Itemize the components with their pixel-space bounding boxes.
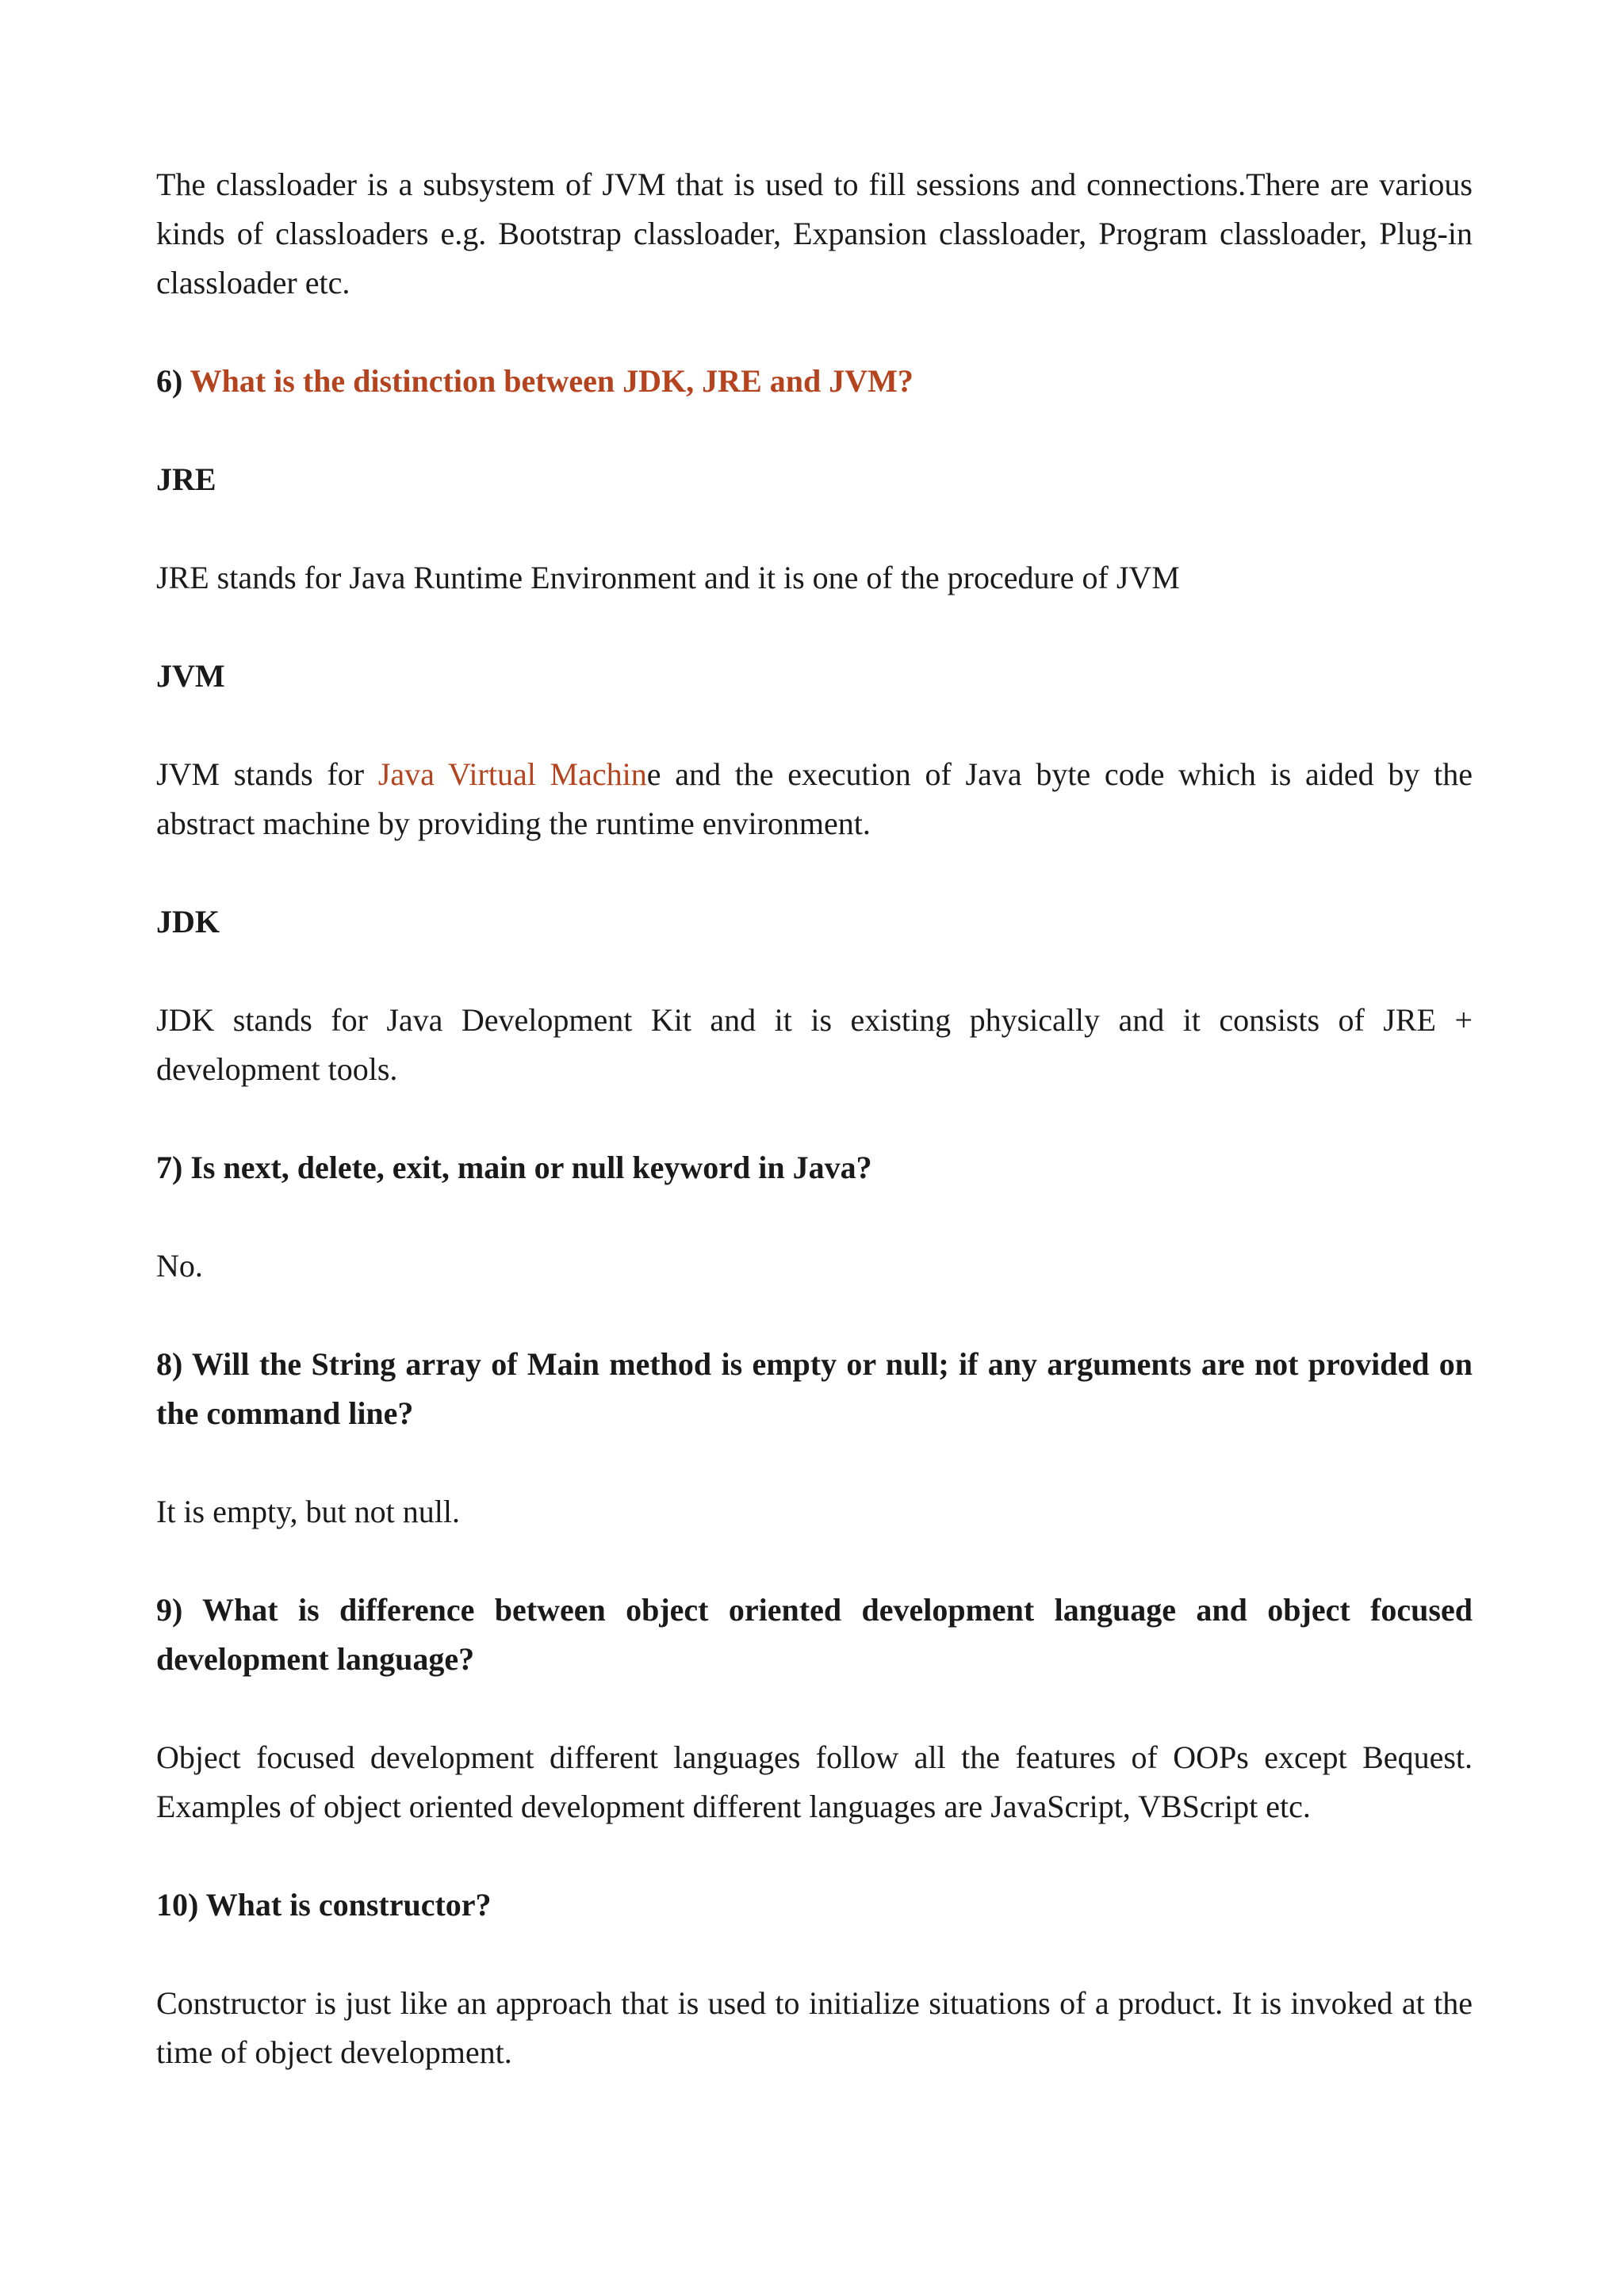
paragraph-jdk: JDK stands for Java Development Kit and it is existing physically and it consists of JRE + development tools. [156, 1002, 1473, 1087]
java-virtual-machine-link[interactable]: Java Virtual Machin [377, 756, 647, 792]
paragraph-classloader: The classloader is a subsystem of JVM that is used to fill sessions and connections.There are various kinds of classloaders e.g. Bootstrap classloader, Expansion classloader, Program classloader, Plug-in classloader etc. [156, 166, 1473, 300]
heading-jdk: JDK [156, 904, 220, 939]
question-6-number: 6) [156, 363, 183, 399]
jvm-text-before: JVM stands for [156, 756, 378, 792]
question-7: 7) Is next, delete, exit, main or null keyword in Java? [156, 1150, 872, 1185]
heading-jvm: JVM [156, 658, 225, 694]
question-6-text: What is the distinction between JDK, JRE and JVM? [190, 363, 914, 399]
document-body [156, 160, 1473, 2126]
jvm-text-after: e and the execution of Java byte code which is aided by the abstract machine by providing the runtime environment. [156, 756, 1473, 841]
question-6 [156, 357, 1473, 406]
question-10: 10) What is constructor? [156, 1887, 492, 1923]
heading-jre: JRE [156, 461, 216, 497]
paragraph-jvm [156, 750, 1473, 848]
answer-7: No. [156, 1248, 203, 1284]
answer-9: Object focused development different languages follow all the features of OOPs except Bequest. Examples of object oriented development different languages are JavaScript, VBScript etc. [156, 1739, 1473, 1824]
answer-10: Constructor is just like an approach that is used to initialize situations of a product. It is invoked at the time of object development. [156, 1985, 1473, 2070]
paragraph-jre: JRE stands for Java Runtime Environment and it is one of the procedure of JVM [156, 560, 1180, 595]
question-8: 8) Will the String array of Main method is empty or null; if any arguments are not provided on the command line? [156, 1346, 1473, 1431]
answer-8: It is empty, but not null. [156, 1494, 460, 1529]
question-9: 9) What is difference between object oriented development language and object focused development language? [156, 1592, 1473, 1677]
